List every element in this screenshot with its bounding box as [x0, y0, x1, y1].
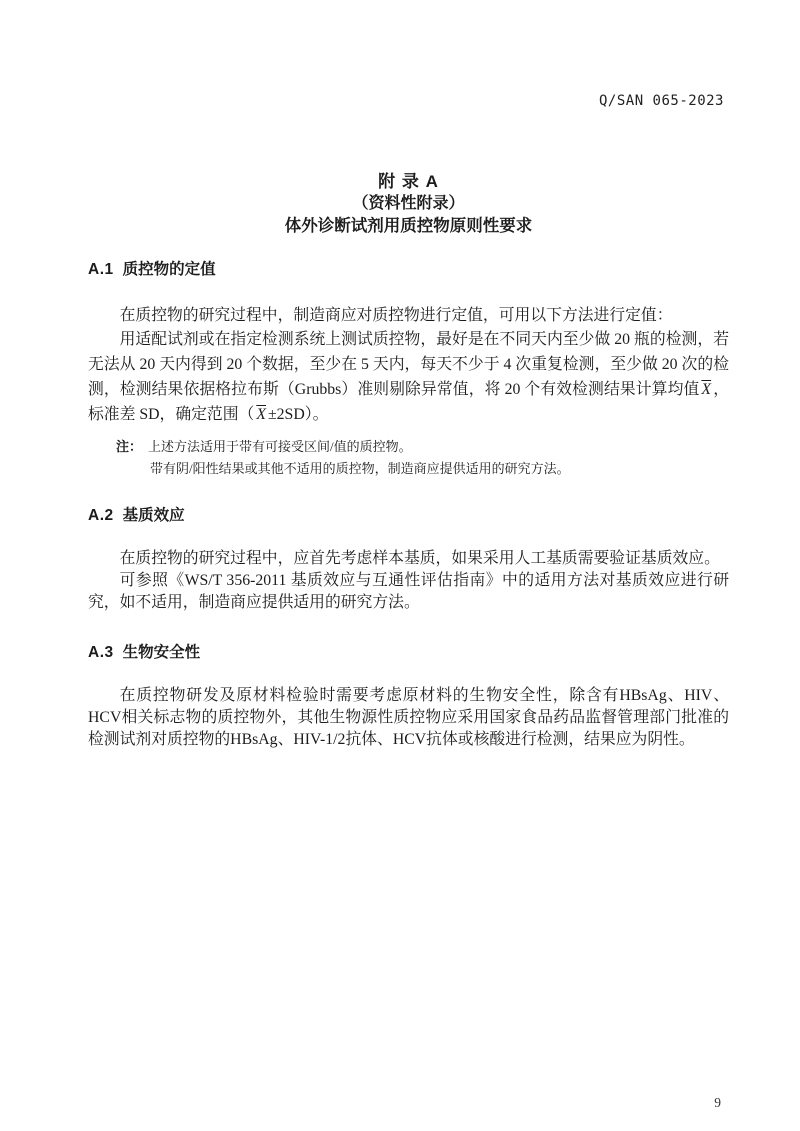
section-a3	[88, 644, 729, 751]
document-number-header: Q/SAN 065-2023	[598, 93, 724, 109]
section-a3-paragraph-1: 在质控物研发及原材料检验时需要考虑原材料的生物安全性，除含有HBsAg、HIV、HCV相关标志物的质控物外，其他生物源性质控物应采用国家食品药品监督管理部门批准的检测试剂对质控物的HBsAg、HIV-1/2抗体、HCV抗体或核酸进行检测，结果应为阴性。	[88, 687, 729, 748]
section-a2-paragraph-2: 可参照《WS/T 356-2011 基质效应与互通性评估指南》中的适用方法对基质效应进行研究，如不适用，制造商应提供适用的研究方法。	[88, 572, 729, 611]
page-number: 9	[714, 1095, 721, 1110]
section-a2	[88, 507, 729, 614]
section-a2-paragraph-1: 在质控物的研究过程中，应首先考虑样本基质，如果采用人工基质需要验证基质效应。	[119, 550, 720, 567]
appendix-type-label: （资料性附录）	[352, 195, 465, 212]
section-a3-heading	[88, 644, 729, 662]
section-a1-heading	[88, 261, 729, 279]
section-a2-number: A.2	[88, 507, 114, 524]
note-label: 注：	[116, 439, 143, 454]
appendix-title-block	[88, 170, 729, 237]
appendix-title: 附 录 A	[378, 172, 439, 191]
a1-para2-text-3: ±2SD）。	[267, 406, 329, 423]
section-a2-heading-text: 基质效应	[122, 507, 185, 524]
section-a1-number: A.1	[88, 261, 114, 278]
section-a1-paragraph-1: 在质控物的研究过程中，制造商应对质控物进行定值，可用以下方法进行定值：	[119, 307, 673, 324]
section-a1-note	[116, 436, 729, 480]
note-line-1-text: 上述方法适用于带有可接受区间/值的质控物。	[148, 439, 412, 454]
section-a1	[88, 261, 729, 480]
document-content	[88, 0, 729, 751]
section-a3-number: A.3	[88, 644, 114, 661]
mean-xbar-symbol: $\overline{X}$	[256, 406, 266, 423]
section-a1-heading-text: 质控物的定值	[122, 261, 216, 278]
note-line-1	[116, 436, 729, 458]
a1-para2-text-1: 用适配试剂或在指定检测系统上测试质控物，最好是在不同天内至少做 20 瓶的检测，若无法从 20 天内得到 20 个数据，至少在 5 天内，每天不少于 4 次重复检测，至少做 20 次的检测，检测结果依据格拉布斯（Grubbs）准则剔除异常值，将 20 个有效检测结果计算均值	[88, 331, 729, 398]
a1-para2-text-2: ，标准差 SD，确定范围（	[88, 381, 729, 423]
section-a3-heading-text: 生物安全性	[122, 644, 201, 661]
section-a1-paragraph-2	[88, 327, 729, 427]
note-line-2: 带有阴/阳性结果或其他不适用的质控物，制造商应提供适用的研究方法。	[150, 461, 570, 476]
appendix-subject: 体外诊断试剂用质控物原则性要求	[284, 217, 533, 235]
section-a2-heading	[88, 507, 729, 525]
mean-xbar-symbol: $\overline{X}$	[701, 381, 712, 398]
